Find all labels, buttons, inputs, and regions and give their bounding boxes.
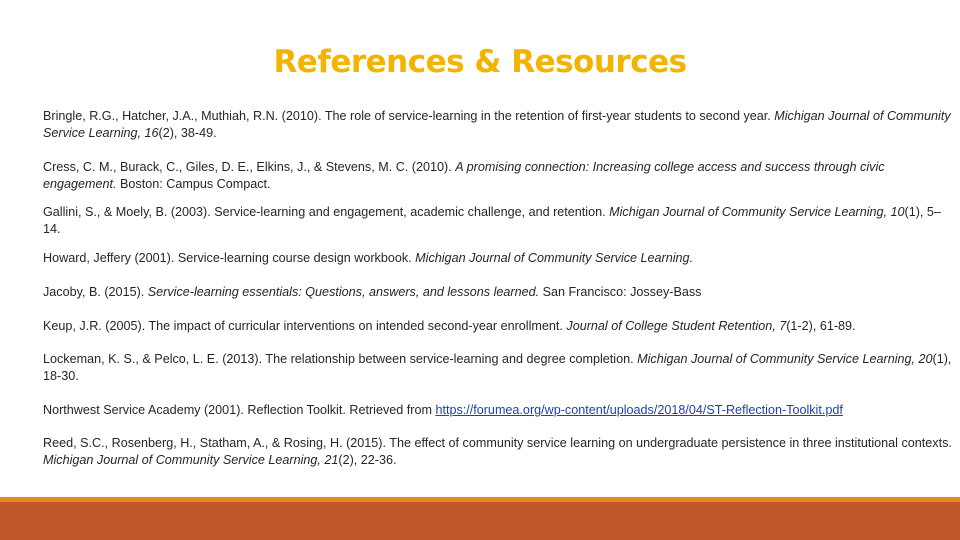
reference-text: Lockeman, K. S., & Pelco, L. E. (2013). The relationship between service-learning and degree completion.	[43, 352, 638, 366]
reference-journal: Michigan Journal of Community Service Learning, 20	[637, 352, 933, 366]
reference-publisher: San Francisco: Jossey-Bass	[539, 285, 702, 299]
reference-text: Jacoby, B. (2015).	[43, 285, 148, 299]
reference-book: Service-learning essentials: Questions, answers, and lessons learned.	[147, 285, 540, 299]
reference-lockeman	[43, 351, 955, 384]
reference-jacoby	[43, 284, 955, 301]
reference-journal: Michigan Journal of Community Service Learning.	[415, 251, 694, 265]
reference-journal: Michigan Journal of Community Service Learning, 16	[43, 109, 951, 140]
reference-text: Gallini, S., & Moely, B. (2003). Service-learning and engagement, academic challenge, and retention.	[43, 205, 610, 219]
reference-howard	[43, 250, 955, 267]
reference-bringle	[43, 108, 955, 141]
reference-text: Bringle, R.G., Hatcher, J.A., Muthiah, R.N. (2010). The role of service-learning in the retention of first-year students to second year.	[43, 109, 775, 123]
reflection-toolkit-link[interactable]: https://forumea.org/wp-content/uploads/2018/04/ST-Reflection-Toolkit.pdf	[435, 403, 843, 417]
reference-citation: (2), 38-49.	[158, 125, 217, 140]
reference-text: Keup, J.R. (2005). The impact of curricular interventions on intended second-year enrollment.	[43, 319, 567, 333]
reference-keup	[43, 318, 955, 335]
reference-text: Northwest Service Academy (2001). Reflection Toolkit. Retrieved from	[43, 403, 436, 417]
reference-northwest	[43, 402, 955, 419]
reference-text: Howard, Jeffery (2001). Service-learning course design workbook.	[43, 251, 416, 265]
reference-reed	[43, 435, 955, 468]
reference-text: Cress, C. M., Burack, C., Giles, D. E., Elkins, J., & Stevens, M. C. (2010).	[43, 160, 456, 174]
reference-journal: Michigan Journal of Community Service Learning, 10	[609, 205, 905, 219]
reference-book: A promising connection: Increasing college access and success through civic engagement.	[43, 160, 885, 191]
reference-publisher: Boston: Campus Compact.	[116, 176, 271, 191]
reference-citation: (1), 18-30.	[43, 352, 952, 383]
reference-gallini	[43, 204, 955, 237]
reference-text: Reed, S.C., Rosenberg, H., Statham, A., & Rosing, H. (2015). The effect of community service learning on undergraduate persistence in three institutional contexts.	[43, 436, 952, 450]
reference-journal: Journal of College Student Retention, 7	[566, 319, 787, 333]
footer-band	[0, 502, 960, 540]
reference-cress	[43, 159, 955, 192]
reference-journal: Michigan Journal of Community Service Learning, 21	[43, 452, 339, 467]
reference-citation: (2), 22-36.	[338, 452, 397, 467]
reference-citation: (1), 5–14.	[43, 205, 941, 236]
reference-citation: (1-2), 61-89.	[786, 319, 856, 333]
slide-title: References & Resources	[273, 44, 687, 80]
